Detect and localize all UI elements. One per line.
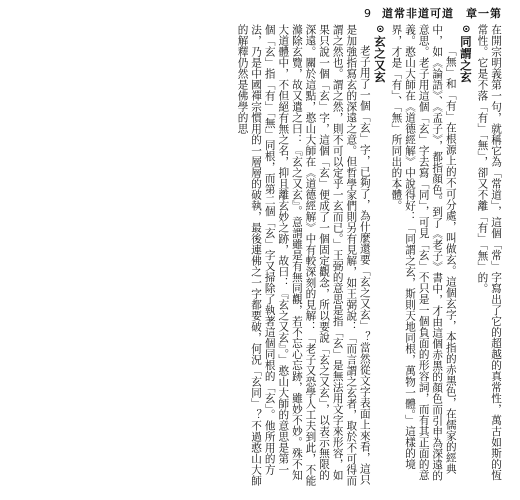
page-body [94, 24, 502, 486]
paragraph: 老子用了一個「玄」字，已夠了，為什麼還要「玄之又玄」？當然從文字表面上來看，這只是加強指寫玄的深遠之意。但哲學家們則另有見解，如王弼說：「而言謂之玄者，取於不可得而謂之然也。謂之然，則不可以定乎一玄而已。」王弼的意思是指「玄」是無法用文字來形容，如果只說一個「玄」字，這個「玄」便成了一個固定觀念，所以要說「玄之又玄」，以表示無限的深遠。關於這點，憨山大師在《道德經解》中有較深刻的見解：「老子又恐學人工夫到此，不能滌除玄覽，故又遣之曰：『玄之又玄』。意謂雖是有無同觀，若不忘心忘跡，雖妙不妙。殊不知大道體中，不但絕有無之名，抑且離玄妙之跡，故曰：『玄之又玄』。」憨山大師的意思是第一個「玄」指「有」「無」同根，而第二個「玄」字又掃除了執著這個同根的「玄」。他所用的方法，乃是中國禪宗慣用的一層層的破執，最後連佛之一字都要破，何況「玄同」？不過憨山大師的解釋仍然是佛學的思 [236, 24, 371, 486]
section-heading-text: 玄之又玄 [372, 35, 387, 84]
section-marker-icon: ⊙ [460, 24, 472, 36]
page-header [100, 4, 502, 22]
section-heading [457, 24, 475, 486]
section-heading-text: 同謂之玄 [458, 35, 473, 84]
paragraph: 在開宗明義第一句，就稱它為「常道」，這個「常」字寫出了它的超越的真常性，萬古如斯的恆常性。它是不落「有」「無」，卻又不離「有」「無」的。 [476, 24, 502, 481]
running-title: 道常非道可道 章一第 [382, 7, 502, 20]
page-number: 9 [364, 6, 372, 20]
paragraph: 「無」和「有」在根源上的不可分處，叫做玄。這個玄字，本指的赤黑色，在儒家的經典中，如《論語》、《孟子》，都指顏色。到了《老子》書中，才由這個赤黑的顏色而引申為深遠的意思。老子用這個「玄」字去寫「同」，可見「玄」不只是一個負面的形容詞，而有其正面的意義。憨山大師在《道德經解》中說得好：「同謂之玄，斯則天地同根，萬物一體。」這樣的境界，才是「有」、「無」所同出的本體。 [390, 24, 457, 482]
section-marker-icon: ⊙ [374, 24, 386, 36]
section-heading [371, 24, 389, 486]
